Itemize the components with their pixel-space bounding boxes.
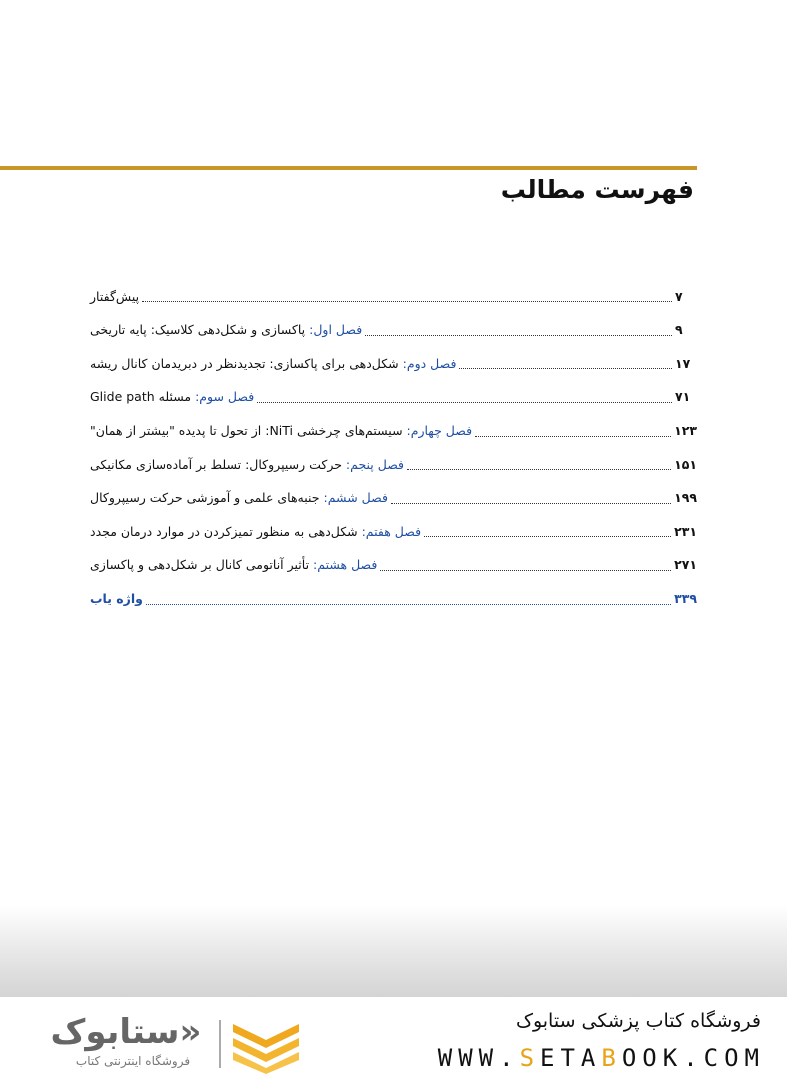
toc-page-number: ۷ bbox=[675, 288, 683, 304]
toc-entry[interactable] bbox=[90, 314, 697, 348]
toc-entry-title: فصل ششم: جنبه‌های علمی و آموزشی حرکت رسیپروکال bbox=[90, 490, 388, 506]
toc-leader-dots bbox=[365, 335, 672, 336]
toc-entry-title: فصل پنجم: حرکت رسیپروکال: تسلط بر آماده‌سازی مکانیکی bbox=[90, 456, 405, 472]
toc-page-number: ۱۹۹ bbox=[674, 490, 697, 506]
toc-page-number: ۱۷ bbox=[675, 355, 691, 371]
toc-entry-title: فصل دوم: شکل‌دهی برای پاکسازی: تجدیدنظر در دبریدمان کانال ریشه bbox=[90, 355, 457, 371]
toc-entry-title: فصل سوم: مسئله Glide path bbox=[90, 389, 255, 405]
toc-page-number: ۲۳۱ bbox=[674, 523, 697, 539]
toc-page-number: ۱۵۱ bbox=[674, 456, 697, 472]
toc-entry[interactable] bbox=[90, 448, 697, 482]
toc-leader-dots bbox=[142, 301, 672, 302]
toc-entry-title: فصل هشتم: تأثیر آناتومی کانال بر شکل‌دهی و پاکسازی bbox=[90, 557, 378, 573]
toc-leader-dots bbox=[459, 368, 672, 369]
toc-entry[interactable] bbox=[90, 482, 697, 516]
toc-entry-title: فصل اول: پاکسازی و شکل‌دهی کلاسیک: پایه تاریخی bbox=[90, 322, 363, 338]
toc-leader-dots bbox=[380, 570, 671, 571]
toc-leader-dots bbox=[146, 604, 671, 605]
store-url-link[interactable]: WWW.SETABOOK.COM bbox=[437, 1044, 765, 1072]
toc-entry-title: واژه یاب bbox=[90, 590, 143, 606]
store-name: فروشگاه کتاب پزشکی ستابوک bbox=[515, 1010, 761, 1032]
book-stack-logo-icon bbox=[229, 1016, 303, 1074]
toc-page-number: ۹ bbox=[675, 322, 683, 338]
toc-leader-dots bbox=[407, 469, 671, 470]
toc-entry-title: پیش‌گفتار bbox=[90, 288, 140, 304]
toc-entry[interactable] bbox=[90, 347, 697, 381]
toc-entry[interactable] bbox=[90, 381, 697, 415]
toc-entry[interactable] bbox=[90, 414, 697, 448]
toc-entry[interactable] bbox=[90, 280, 697, 314]
page-bottom-shadow bbox=[0, 905, 787, 997]
toc-entry-title: فصل هفتم: شکل‌دهی به منظور تمیزکردن در موارد درمان مجدد bbox=[90, 523, 422, 539]
toc-entry-title: فصل چهارم: سیستم‌های چرخشی NiTi: از تحول تا پدیده "بیشتر از همان" bbox=[90, 422, 473, 438]
toc-page-number: ۲۷۱ bbox=[674, 557, 697, 573]
toc-page-number: ۳۳۹ bbox=[674, 590, 697, 606]
logo-divider bbox=[219, 1020, 221, 1068]
toc-leader-dots bbox=[391, 503, 671, 504]
header-rule bbox=[0, 166, 697, 170]
store-logo-tagline: فروشگاه اینترنتی کتاب bbox=[75, 1054, 191, 1068]
toc-entry[interactable] bbox=[90, 515, 697, 549]
page-title: فهرست مطالب bbox=[500, 175, 694, 204]
store-logo-wordmark: ستابوک» bbox=[50, 1012, 202, 1052]
toc-entry[interactable] bbox=[90, 549, 697, 583]
table-of-contents bbox=[90, 280, 697, 616]
toc-page-number: ۱۲۳ bbox=[674, 422, 697, 438]
toc-page-number: ۷۱ bbox=[675, 389, 691, 405]
toc-leader-dots bbox=[424, 536, 671, 537]
toc-entry-index[interactable] bbox=[90, 582, 697, 616]
toc-leader-dots bbox=[257, 402, 672, 403]
toc-leader-dots bbox=[475, 436, 671, 437]
